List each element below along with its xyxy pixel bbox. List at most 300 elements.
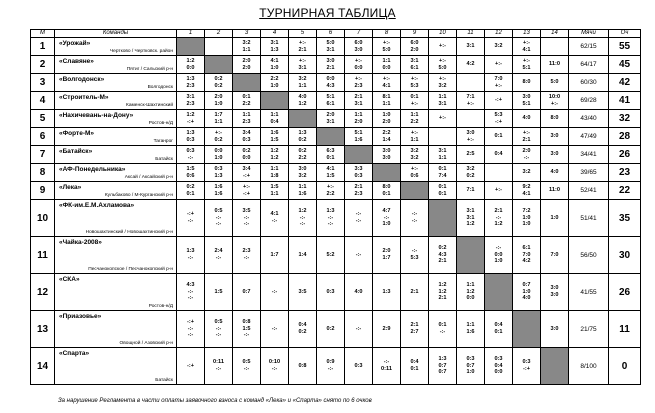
result-cell xyxy=(205,38,233,56)
match-score: 0:5 xyxy=(242,359,251,366)
result-cell xyxy=(317,92,345,110)
table-row xyxy=(31,164,641,182)
match-score: +:- xyxy=(383,39,390,46)
result-cell xyxy=(485,146,513,164)
match-score: 1:4 xyxy=(382,136,391,143)
standings-table xyxy=(30,29,641,385)
result-cell xyxy=(513,92,541,110)
team-name: «Волгодонск» xyxy=(59,76,105,83)
match-score: 2:3 xyxy=(242,118,251,125)
match-score: 0:4 xyxy=(494,322,503,329)
match-score: 7:1 xyxy=(466,187,475,194)
team-city: Волгодонск xyxy=(147,85,173,90)
match-score: -:- xyxy=(327,366,334,372)
result-cell xyxy=(317,182,345,200)
match-score: 1:5 xyxy=(270,136,279,143)
match-score: 1:2 xyxy=(270,147,279,154)
place-cell: 4 xyxy=(31,92,55,110)
goals-cell: 8/100 xyxy=(569,348,609,385)
match-score: 2:0 xyxy=(382,248,391,255)
match-score: 0:1 xyxy=(438,322,447,329)
match-score: 3:0 xyxy=(550,292,559,298)
result-cell xyxy=(261,128,289,146)
match-score: 3:1 xyxy=(466,43,475,50)
match-score: 1:1 xyxy=(438,93,447,100)
match-score: 1:0 xyxy=(270,64,279,71)
result-cell xyxy=(289,74,317,92)
match-score: 0:3 xyxy=(354,362,363,369)
result-cell xyxy=(457,200,485,237)
match-score: 4:3 xyxy=(326,82,335,89)
match-score: 1:6 xyxy=(270,129,279,136)
match-score: 1:1 xyxy=(270,190,279,197)
match-score: 3:1 xyxy=(466,214,475,221)
self-cell xyxy=(317,128,345,146)
result-cell xyxy=(401,200,429,237)
match-score: 2:1 xyxy=(522,136,531,143)
footnote: За нарушение Регламента в части оплаты заявочного взноса с команд «Лека» и «Спарта» снято по 6 очков xyxy=(58,398,372,404)
match-score: 5:3 xyxy=(410,255,419,261)
result-cell xyxy=(289,237,317,274)
match-score: 0:3 xyxy=(242,136,251,143)
team-cell xyxy=(55,110,177,128)
match-score: 1:2 xyxy=(186,111,195,118)
match-score: +:- xyxy=(299,39,306,46)
match-score: 0:2 xyxy=(438,244,447,251)
match-score: 0:2 xyxy=(242,147,251,154)
result-cell xyxy=(373,38,401,56)
goals-cell: 62/15 xyxy=(569,38,609,56)
match-score: 0:2 xyxy=(298,147,307,154)
place-cell: 12 xyxy=(31,274,55,311)
result-cell xyxy=(401,348,429,385)
result-cell xyxy=(177,110,205,128)
result-cell xyxy=(485,182,513,200)
match-score: 3:1 xyxy=(354,100,363,107)
result-cell xyxy=(317,164,345,182)
team-cell xyxy=(55,311,177,348)
header-col-1: 1 xyxy=(177,30,205,38)
result-cell xyxy=(233,237,261,274)
match-score: 3:1 xyxy=(270,39,279,46)
match-score: -:- xyxy=(187,288,194,295)
match-score: 3:4 xyxy=(242,129,251,136)
team-name: «Урожай» xyxy=(59,40,91,47)
match-score: 1:2 xyxy=(298,100,307,107)
result-cell xyxy=(233,274,261,311)
result-cell xyxy=(177,128,205,146)
match-score: 1:3 xyxy=(186,129,195,136)
match-score: +:- xyxy=(495,82,502,89)
match-score: 6:1 xyxy=(522,244,531,251)
match-score: -:- xyxy=(271,288,278,295)
result-cell xyxy=(289,182,317,200)
match-score: 4:3 xyxy=(186,281,195,288)
points-cell: 35 xyxy=(609,200,641,237)
match-score: 1:1 xyxy=(382,100,391,107)
match-score: 1:0 xyxy=(522,221,531,228)
table-row xyxy=(31,237,641,274)
result-cell xyxy=(485,74,513,92)
match-score: 3:4 xyxy=(242,165,251,172)
match-score: -:- xyxy=(411,248,418,255)
match-score: -:- xyxy=(215,255,222,261)
match-score: 1:1 xyxy=(410,111,419,118)
match-score: 4:1 xyxy=(326,165,335,172)
match-score: 3:5 xyxy=(242,207,251,214)
match-score: 1:0 xyxy=(550,214,559,221)
header-col-3: 3 xyxy=(233,30,261,38)
match-score: 2:1 xyxy=(494,207,503,214)
match-score: +:- xyxy=(355,75,362,82)
result-cell xyxy=(485,164,513,182)
match-score: 2:2 xyxy=(298,154,307,161)
match-score: 1:5 xyxy=(242,325,251,332)
result-cell xyxy=(317,38,345,56)
result-cell xyxy=(513,182,541,200)
result-cell xyxy=(317,274,345,311)
team-city: Песчанокопское / Песчанокопский р-н xyxy=(88,267,173,272)
match-score: 2:1 xyxy=(410,322,419,329)
match-score: 1:3 xyxy=(326,207,335,214)
match-score: 2:9 xyxy=(382,325,391,332)
result-cell xyxy=(261,56,289,74)
header-col-5: 5 xyxy=(289,30,317,38)
match-score: 1:1 xyxy=(242,46,251,53)
result-cell xyxy=(317,237,345,274)
match-score: 2:2 xyxy=(326,190,335,197)
header-col-8: 8 xyxy=(373,30,401,38)
match-score: -:+ xyxy=(243,190,250,197)
match-score: 4:3 xyxy=(438,251,447,258)
match-score: 1:0 xyxy=(522,214,531,221)
result-cell xyxy=(289,311,317,348)
match-score: 0:3 xyxy=(214,165,223,172)
result-cell xyxy=(345,128,373,146)
points-cell: 42 xyxy=(609,74,641,92)
result-cell xyxy=(513,38,541,56)
result-cell xyxy=(177,56,205,74)
self-cell xyxy=(401,182,429,200)
match-score: 3:0 xyxy=(382,147,391,154)
goals-cell: 69/28 xyxy=(569,92,609,110)
match-score: 1:5 xyxy=(326,172,335,179)
team-cell xyxy=(55,74,177,92)
points-cell: 41 xyxy=(609,92,641,110)
result-cell xyxy=(457,311,485,348)
team-city: Батайск xyxy=(155,378,173,383)
header-team: Команды xyxy=(55,30,177,38)
match-score: 4:0 xyxy=(522,115,531,122)
match-score: -:- xyxy=(187,295,194,302)
match-score: 0:6 xyxy=(410,172,419,179)
result-cell xyxy=(317,110,345,128)
match-score: +:- xyxy=(411,100,418,107)
match-score: 0:0 xyxy=(494,369,503,376)
match-score: 2:0 xyxy=(242,57,251,64)
match-score: 1:0 xyxy=(382,111,391,118)
match-score: +:- xyxy=(523,129,530,136)
match-score: 1:6 xyxy=(214,183,223,190)
team-city: Новошахтинский / Новошахтинский р-н xyxy=(85,230,173,235)
result-cell xyxy=(373,128,401,146)
match-score: 5:3 xyxy=(410,82,419,89)
match-score: +:- xyxy=(439,75,446,82)
result-cell xyxy=(177,274,205,311)
team-name: «Приазовье» xyxy=(59,313,102,320)
match-score: -:- xyxy=(187,154,194,161)
result-cell xyxy=(513,164,541,182)
result-cell xyxy=(317,200,345,237)
match-score: 4:2 xyxy=(522,258,531,265)
match-score: 0:2 xyxy=(466,172,475,179)
result-cell xyxy=(513,237,541,274)
points-cell: 26 xyxy=(609,146,641,164)
match-score: 0:3 xyxy=(494,355,503,362)
team-city: Таганрог xyxy=(153,139,173,144)
result-cell xyxy=(373,146,401,164)
result-cell xyxy=(289,38,317,56)
table-row xyxy=(31,146,641,164)
match-score: 2:4 xyxy=(214,248,223,255)
match-score: 5:1 xyxy=(354,129,363,136)
result-cell xyxy=(345,274,373,311)
result-cell xyxy=(429,237,457,274)
match-score: 1:2 xyxy=(466,288,475,295)
match-score: 5:1 xyxy=(522,64,531,71)
result-cell xyxy=(429,110,457,128)
team-cell xyxy=(55,237,177,274)
team-cell xyxy=(55,274,177,311)
result-cell xyxy=(289,274,317,311)
result-cell xyxy=(373,56,401,74)
match-score: 0:2 xyxy=(326,325,335,332)
match-score: 5:0 xyxy=(550,79,559,86)
place-cell: 3 xyxy=(31,74,55,92)
match-score: 11:0 xyxy=(549,61,560,68)
match-score: -:- xyxy=(243,255,250,261)
result-cell xyxy=(513,200,541,237)
match-score: 1:3 xyxy=(382,288,391,295)
match-score: -:- xyxy=(327,214,334,221)
result-cell xyxy=(205,237,233,274)
result-cell xyxy=(401,92,429,110)
match-score: 3:2 xyxy=(466,165,475,172)
result-cell xyxy=(261,38,289,56)
result-cell xyxy=(457,348,485,385)
result-cell xyxy=(485,348,513,385)
match-score: 0:2 xyxy=(214,75,223,82)
match-score: 0:3 xyxy=(466,355,475,362)
match-score: 1:6 xyxy=(214,190,223,197)
result-cell xyxy=(485,200,513,237)
result-cell xyxy=(513,74,541,92)
result-cell xyxy=(261,74,289,92)
self-cell xyxy=(177,38,205,56)
match-score: -:- xyxy=(187,218,194,224)
team-name: «Строитель-М» xyxy=(59,94,109,101)
result-cell xyxy=(401,164,429,182)
match-score: 3:3 xyxy=(354,165,363,172)
match-score: 4:1 xyxy=(522,46,531,53)
match-score: 1:2 xyxy=(186,57,195,64)
match-score: 0:2 xyxy=(298,136,307,143)
result-cell xyxy=(373,237,401,274)
match-score: 1:3 xyxy=(270,46,279,53)
match-score: 0:8 xyxy=(242,318,251,325)
match-score: 0:2 xyxy=(298,329,307,335)
self-cell xyxy=(373,164,401,182)
goals-cell: 51/41 xyxy=(569,200,609,237)
self-cell xyxy=(233,74,261,92)
table-row xyxy=(31,348,641,385)
match-score: -:- xyxy=(215,221,222,228)
result-cell xyxy=(317,311,345,348)
result-cell xyxy=(541,274,569,311)
match-score: 2:5 xyxy=(466,151,475,158)
match-score: 0:7 xyxy=(522,281,531,288)
result-cell xyxy=(541,200,569,237)
team-name: «ФК-им.Е.М.Ахламова» xyxy=(59,202,135,209)
match-score: +:- xyxy=(439,115,446,122)
match-score: 2:3 xyxy=(354,190,363,197)
result-cell xyxy=(457,110,485,128)
match-score: 1:0 xyxy=(382,221,391,228)
match-score: +:- xyxy=(467,100,474,107)
match-score: 1:1 xyxy=(242,111,251,118)
match-score: 0:7 xyxy=(438,369,447,376)
match-score: 0:1 xyxy=(438,165,447,172)
result-cell xyxy=(373,92,401,110)
result-cell xyxy=(233,128,261,146)
match-score: 0:0 xyxy=(242,154,251,161)
place-cell: 1 xyxy=(31,38,55,56)
header-col-2: 2 xyxy=(205,30,233,38)
match-score: 1:1 xyxy=(466,281,475,288)
match-score: 0:7 xyxy=(466,362,475,369)
match-score: 0:4 xyxy=(494,362,503,369)
match-score: -:- xyxy=(355,325,362,332)
result-cell xyxy=(401,311,429,348)
match-score: 2:7 xyxy=(410,329,419,335)
team-name: «Лека» xyxy=(59,184,82,191)
result-cell xyxy=(541,128,569,146)
match-score: 4:0 xyxy=(550,169,559,176)
match-score: +:- xyxy=(439,57,446,64)
result-cell xyxy=(233,146,261,164)
match-score: -:+ xyxy=(187,318,194,325)
place-cell: 2 xyxy=(31,56,55,74)
match-score: 2:1 xyxy=(410,288,419,295)
match-score: -:+ xyxy=(495,97,502,104)
match-score: -:- xyxy=(187,255,194,261)
match-score: 2:3 xyxy=(242,248,251,255)
match-score: 0:0 xyxy=(466,295,475,302)
match-score: 4:1 xyxy=(270,57,279,64)
match-score: 3:0 xyxy=(550,133,559,140)
match-score: 1:1 xyxy=(438,154,447,161)
result-cell xyxy=(205,164,233,182)
header-col-6: 6 xyxy=(317,30,345,38)
result-cell xyxy=(177,146,205,164)
result-cell xyxy=(317,56,345,74)
match-score: 4:1 xyxy=(270,211,279,218)
match-score: -:+ xyxy=(187,362,194,369)
match-score: 2:3 xyxy=(186,82,195,89)
match-score: 8:0 xyxy=(550,115,559,122)
match-score: 0:3 xyxy=(186,147,195,154)
place-cell: 9 xyxy=(31,182,55,200)
result-cell xyxy=(177,74,205,92)
result-cell xyxy=(177,182,205,200)
match-score: 0:1 xyxy=(326,154,335,161)
match-score: -:- xyxy=(243,214,250,221)
match-score: 1:5 xyxy=(270,183,279,190)
result-cell xyxy=(373,110,401,128)
match-score: 0:2 xyxy=(214,82,223,89)
match-score: 2:2 xyxy=(410,118,419,125)
result-cell xyxy=(401,56,429,74)
result-cell xyxy=(345,164,373,182)
match-score: -:- xyxy=(439,329,446,335)
place-cell: 6 xyxy=(31,128,55,146)
table-row xyxy=(31,56,641,74)
match-score: +:- xyxy=(523,57,530,64)
match-score: 1:2 xyxy=(438,281,447,288)
match-score: -:+ xyxy=(187,118,194,125)
match-score: +:- xyxy=(383,75,390,82)
match-score: 2:1 xyxy=(354,183,363,190)
table-row xyxy=(31,128,641,146)
match-score: 1:0 xyxy=(214,100,223,107)
result-cell xyxy=(345,348,373,385)
match-score: 3:1 xyxy=(326,46,335,53)
match-score: +:- xyxy=(215,129,222,136)
match-score: 4:1 xyxy=(382,82,391,89)
result-cell xyxy=(457,38,485,56)
table-row xyxy=(31,311,641,348)
result-cell xyxy=(261,200,289,237)
match-score: 1:3 xyxy=(298,129,307,136)
header-num: М xyxy=(31,30,55,38)
match-score: 0:8 xyxy=(298,362,307,369)
result-cell xyxy=(429,74,457,92)
points-cell: 11 xyxy=(609,311,641,348)
match-score: -:- xyxy=(299,214,306,221)
self-cell xyxy=(541,348,569,385)
result-cell xyxy=(177,92,205,110)
result-cell xyxy=(541,237,569,274)
match-score: 3:5 xyxy=(298,288,307,295)
goals-cell: 64/17 xyxy=(569,56,609,74)
match-score: 11:0 xyxy=(549,187,560,194)
points-cell: 45 xyxy=(609,56,641,74)
team-city: Кульбаково / М-Курганский р-н xyxy=(104,193,173,198)
points-cell: 22 xyxy=(609,182,641,200)
match-score: 3:0 xyxy=(550,151,559,158)
match-score: 0:3 xyxy=(354,172,363,179)
match-score: 6:1 xyxy=(326,100,335,107)
match-score: 2:0 xyxy=(326,111,335,118)
result-cell xyxy=(457,182,485,200)
match-score: 3:2 xyxy=(410,147,419,154)
match-score: 0:3 xyxy=(522,359,531,366)
table-row xyxy=(31,182,641,200)
result-cell xyxy=(457,128,485,146)
match-score: 1:1 xyxy=(354,111,363,118)
match-score: -:- xyxy=(383,359,390,366)
match-score: -:- xyxy=(411,211,418,218)
